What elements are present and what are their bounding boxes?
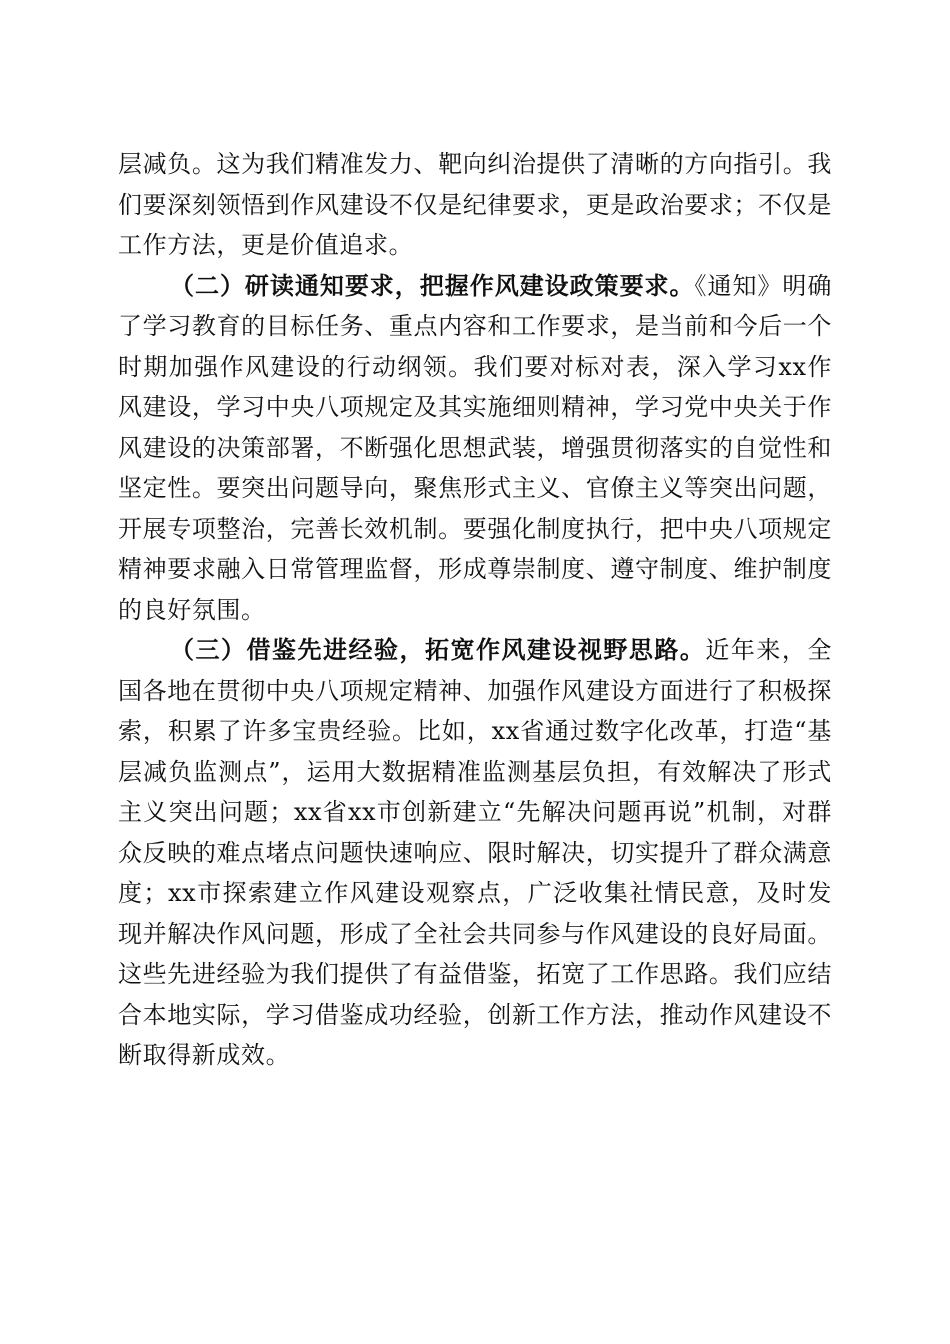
- paragraph-text: 层减负。这为我们精准发力、靶向纠治提供了清晰的方向指引。我们要深刻领悟到作风建设不仅是纪律要求，更是政治要求；不仅是工作方法，更是价值追求。: [118, 150, 832, 259]
- paragraph-text: 近年来，全国各地在贯彻中央八项规定精神、加强作风建设方面进行了积极探索，积累了许多宝贵经验。比如，xx省通过数字化改革，打造“基层减负监测点”，运用大数据精准监测基层负担，有效解决了形式主义突出问题；xx省xx市创新建立“先解决问题再说”机制，对群众反映的难点堵点问题快速响应、限时解决，切实提升了群众满意度；xx市探索建立作风建设观察点，广泛收集社情民意，及时发现并解决作风问题，形成了全社会共同参与作风建设的良好局面。这些先进经验为我们提供了有益借鉴，拓宽了工作思路。我们应结合本地实际，学习借鉴成功经验，创新工作方法，推动作风建设不断取得新成效。: [118, 636, 832, 1069]
- section-heading: （二）研读通知要求，把握作风建设政策要求。: [170, 270, 695, 300]
- paragraph-section-2: [118, 266, 832, 631]
- paragraph-section-3: [118, 630, 832, 1076]
- paragraph-text: 《通知》明确了学习教育的目标任务、重点内容和工作要求，是当前和今后一个时期加强作风建设的行动纲领。我们要对标对表，深入学习xx作风建设，学习中央八项规定及其实施细则精神，学习党中央关于作风建设的决策部署，不断强化思想武装，增强贯彻落实的自觉性和坚定性。要突出问题导向，聚焦形式主义、官僚主义等突出问题，开展专项整治，完善长效机制。要强化制度执行，把中央八项规定精神要求融入日常管理监督，形成尊崇制度、遵守制度、维护制度的良好氛围。: [118, 271, 832, 624]
- section-heading: （三）借鉴先进经验，拓宽作风建设视野思路。: [170, 635, 706, 664]
- document-body: [118, 144, 832, 1076]
- paragraph-continuation: [118, 144, 832, 266]
